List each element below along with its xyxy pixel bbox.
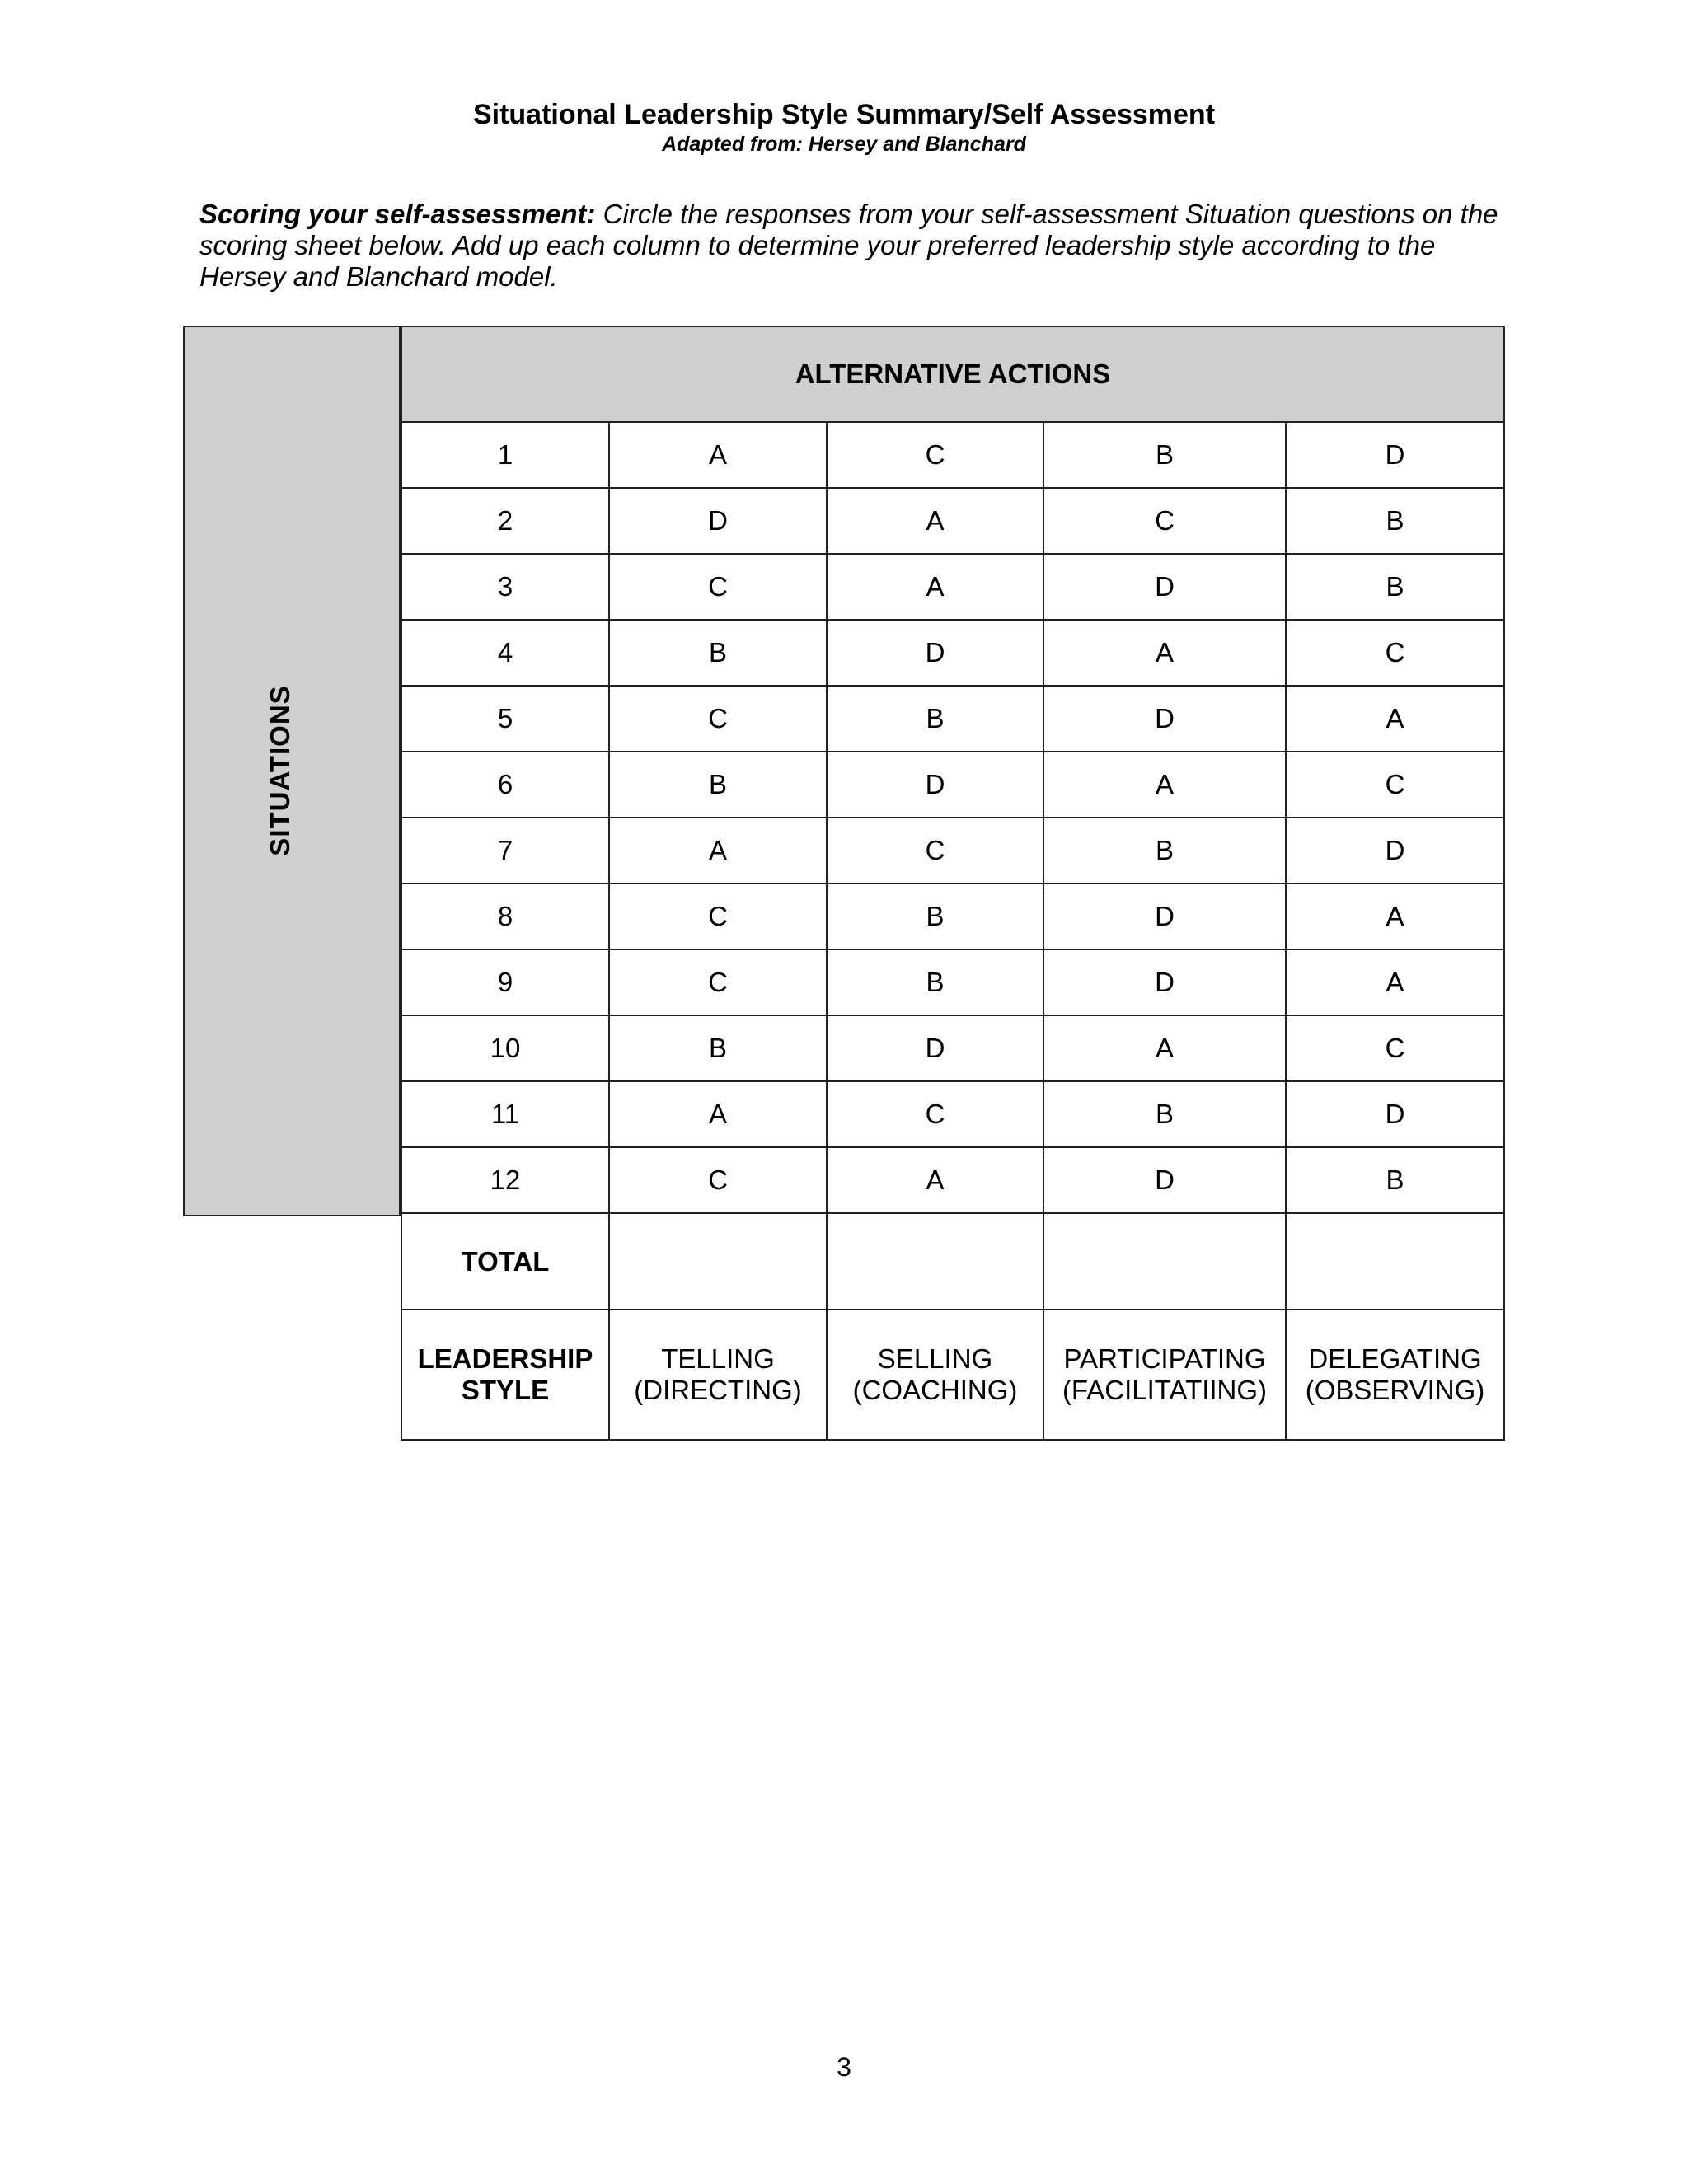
total-cell[interactable]: [1043, 1212, 1287, 1310]
page-subtitle: Adapted from: Hersey and Blanchard: [662, 133, 1026, 156]
action-cell: C: [608, 553, 828, 621]
action-cell: A: [608, 1080, 828, 1148]
action-cell: D: [1043, 685, 1287, 752]
situation-number-cell: 3: [401, 553, 610, 621]
page-number: 3: [837, 2052, 851, 2082]
total-cell[interactable]: [826, 1212, 1044, 1310]
action-cell: D: [826, 751, 1044, 818]
action-cell: A: [608, 421, 828, 489]
action-cell: D: [826, 1015, 1044, 1082]
situation-number-cell: 6: [401, 751, 610, 818]
leadership-style-label-line: LEADERSHIP: [417, 1343, 593, 1374]
situation-number-cell: 12: [401, 1146, 610, 1214]
action-cell: B: [608, 1015, 828, 1082]
alternative-actions-header: ALTERNATIVE ACTIONS: [401, 326, 1505, 423]
scoring-instructions-text: Circle the responses from your self-assessment Situation questions on the scoring sheet below. Add up each column to determine your preferred leadership style according to the Hersey and Blanchard model.: [199, 199, 1498, 292]
action-cell: C: [826, 421, 1044, 489]
scoring-instructions-lead: Scoring your self-assessment:: [199, 199, 596, 229]
leadership-style-text: (COACHING): [852, 1375, 1018, 1405]
page-title: Situational Leadership Style Summary/Self Assessment: [472, 99, 1216, 130]
leadership-style-label: [401, 1309, 610, 1441]
action-cell: C: [608, 685, 828, 752]
action-cell: C: [608, 883, 828, 950]
action-cell: C: [1043, 487, 1287, 555]
situation-number-cell: 2: [401, 487, 610, 555]
leadership-style-text: (OBSERVING): [1305, 1375, 1485, 1405]
action-cell: D: [826, 619, 1044, 687]
action-cell: D: [1043, 553, 1287, 621]
action-cell: C: [826, 817, 1044, 884]
action-cell: B: [826, 883, 1044, 950]
leadership-style-text: PARTICIPATING: [1063, 1343, 1266, 1374]
action-cell: A: [826, 487, 1044, 555]
leadership-style-text: TELLING: [661, 1343, 775, 1374]
leadership-style-text: SELLING: [877, 1343, 993, 1374]
action-cell: B: [1285, 487, 1505, 555]
leadership-style-label-line: STYLE: [461, 1375, 550, 1405]
action-cell: B: [1285, 553, 1505, 621]
total-cell[interactable]: [1285, 1212, 1505, 1310]
leadership-style-cell: [1043, 1309, 1287, 1441]
action-cell: A: [1043, 619, 1287, 687]
total-label: TOTAL: [401, 1212, 610, 1310]
action-cell: A: [1285, 883, 1505, 950]
leadership-style-text: (DIRECTING): [634, 1375, 802, 1405]
action-cell: C: [1285, 751, 1505, 818]
situation-number-cell: 8: [401, 883, 610, 950]
situation-number-cell: 5: [401, 685, 610, 752]
action-cell: D: [1285, 1080, 1505, 1148]
action-cell: B: [826, 685, 1044, 752]
situation-number-cell: 10: [401, 1015, 610, 1082]
action-cell: A: [1285, 685, 1505, 752]
action-cell: C: [1285, 619, 1505, 687]
situation-number-cell: 9: [401, 949, 610, 1016]
action-cell: D: [1043, 883, 1287, 950]
action-cell: B: [608, 751, 828, 818]
leadership-style-cell: [826, 1309, 1044, 1441]
situation-number-cell: 7: [401, 817, 610, 884]
action-cell: B: [1285, 1146, 1505, 1214]
leadership-style-cell: [1285, 1309, 1505, 1441]
leadership-style-text: DELEGATING: [1308, 1343, 1482, 1374]
situation-number-cell: 11: [401, 1080, 610, 1148]
action-cell: C: [1285, 1015, 1505, 1082]
action-cell: A: [826, 1146, 1044, 1214]
action-cell: B: [608, 619, 828, 687]
action-cell: D: [1285, 421, 1505, 489]
action-cell: A: [1043, 751, 1287, 818]
action-cell: C: [826, 1080, 1044, 1148]
total-cell[interactable]: [608, 1212, 828, 1310]
action-cell: A: [1043, 1015, 1287, 1082]
action-cell: A: [608, 817, 828, 884]
action-cell: B: [1043, 817, 1287, 884]
action-cell: B: [1043, 421, 1287, 489]
action-cell: D: [1285, 817, 1505, 884]
action-cell: D: [1043, 949, 1287, 1016]
action-cell: D: [1043, 1146, 1287, 1214]
leadership-style-cell: [608, 1309, 828, 1441]
situation-number-cell: 4: [401, 619, 610, 687]
action-cell: D: [608, 487, 828, 555]
action-cell: B: [826, 949, 1044, 1016]
action-cell: B: [1043, 1080, 1287, 1148]
situation-number-cell: 1: [401, 421, 610, 489]
action-cell: C: [608, 949, 828, 1016]
situations-label: SITUATIONS: [265, 685, 295, 856]
leadership-style-text: (FACILITATIING): [1062, 1375, 1268, 1405]
action-cell: A: [1285, 949, 1505, 1016]
action-cell: A: [826, 553, 1044, 621]
action-cell: C: [608, 1146, 828, 1214]
